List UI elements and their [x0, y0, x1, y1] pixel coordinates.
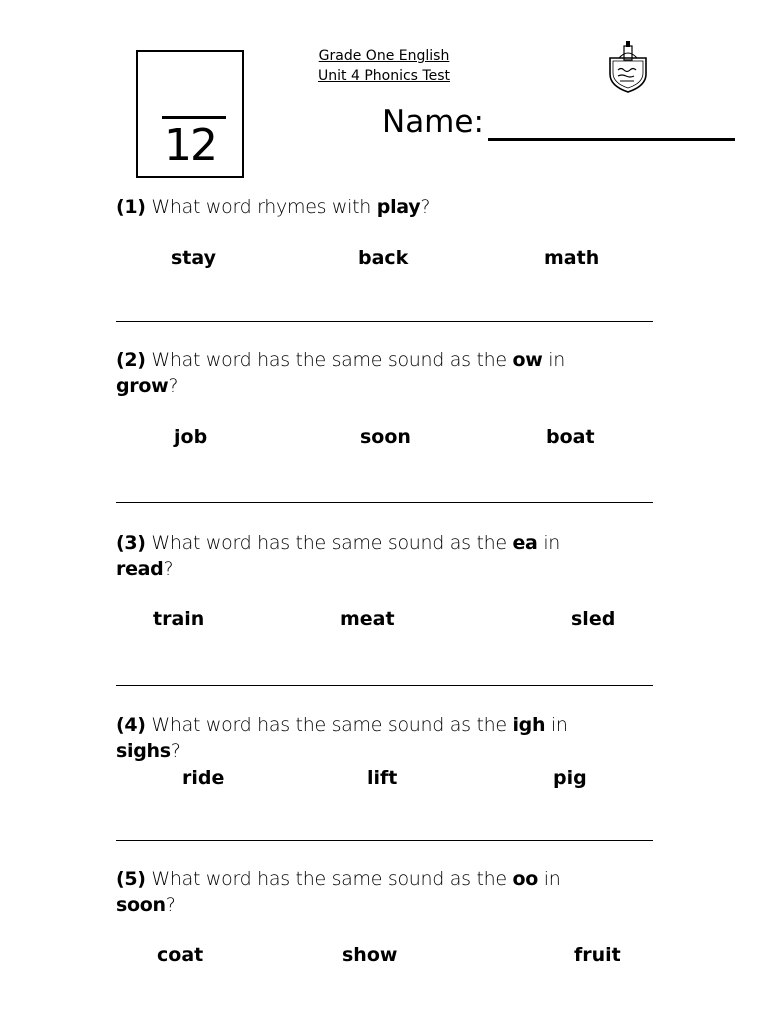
option-q2-c[interactable]: boat: [546, 426, 595, 448]
question-number: (5): [116, 868, 146, 890]
option-q3-c[interactable]: sled: [571, 608, 616, 630]
option-q4-a[interactable]: ride: [182, 767, 225, 789]
question-text-end: in: [545, 714, 568, 736]
divider: [116, 685, 653, 686]
question-keyword: ea: [512, 532, 538, 554]
question-target-word: soon: [116, 894, 166, 916]
question-4: [116, 712, 656, 764]
question-number: (4): [116, 714, 146, 736]
school-seal-logo: [606, 38, 650, 94]
question-target-word: read: [116, 558, 164, 580]
question-keyword: ow: [512, 349, 543, 371]
question-keyword: oo: [512, 868, 538, 890]
question-2: [116, 347, 656, 399]
score-total: 12: [164, 120, 216, 171]
divider: [116, 321, 653, 322]
option-q5-a[interactable]: coat: [157, 944, 204, 966]
name-field[interactable]: [488, 138, 735, 141]
question-number: (2): [116, 349, 146, 371]
question-text-end: in: [537, 532, 561, 554]
option-q1-a[interactable]: stay: [171, 247, 217, 269]
question-mark: ?: [163, 558, 174, 580]
title-grade: Grade One English: [318, 48, 450, 64]
option-q3-b[interactable]: meat: [340, 608, 395, 630]
option-q3-a[interactable]: train: [153, 608, 205, 630]
question-keyword: igh: [512, 714, 546, 736]
question-text-end: in: [542, 349, 565, 371]
option-q2-b[interactable]: soon: [360, 426, 411, 448]
question-text-end: ?: [420, 196, 431, 218]
question-5: [116, 866, 656, 918]
question-number: (3): [116, 532, 146, 554]
question-target-word: sighs: [116, 740, 171, 762]
option-q5-b[interactable]: show: [342, 944, 398, 966]
question-text: What word has the same sound as the: [145, 532, 513, 554]
score-box: [136, 50, 244, 178]
question-mark: ?: [165, 894, 176, 916]
option-q5-c[interactable]: fruit: [574, 944, 621, 966]
question-number: (1): [116, 196, 146, 218]
option-q1-b[interactable]: back: [358, 247, 409, 269]
divider: [116, 502, 653, 503]
option-q4-b[interactable]: lift: [367, 767, 398, 789]
question-target-word: grow: [116, 375, 169, 397]
question-text: What word rhymes with: [145, 196, 377, 218]
option-q4-c[interactable]: pig: [553, 767, 587, 789]
test-title: [296, 46, 472, 86]
question-3: [116, 530, 656, 582]
question-mark: ?: [170, 740, 181, 762]
option-q1-c[interactable]: math: [544, 247, 600, 269]
divider: [116, 840, 653, 841]
question-text: What word has the same sound as the: [145, 714, 513, 736]
question-1: [116, 194, 656, 220]
option-q2-a[interactable]: job: [174, 426, 208, 448]
question-mark: ?: [168, 375, 179, 397]
title-unit: Unit 4 Phonics Test: [318, 68, 450, 84]
question-text-end: in: [537, 868, 561, 890]
score-fraction-line: [162, 116, 226, 119]
question-keyword: play: [376, 196, 421, 218]
name-label: Name:: [382, 104, 484, 140]
question-text: What word has the same sound as the: [145, 349, 513, 371]
question-text: What word has the same sound as the: [145, 868, 513, 890]
